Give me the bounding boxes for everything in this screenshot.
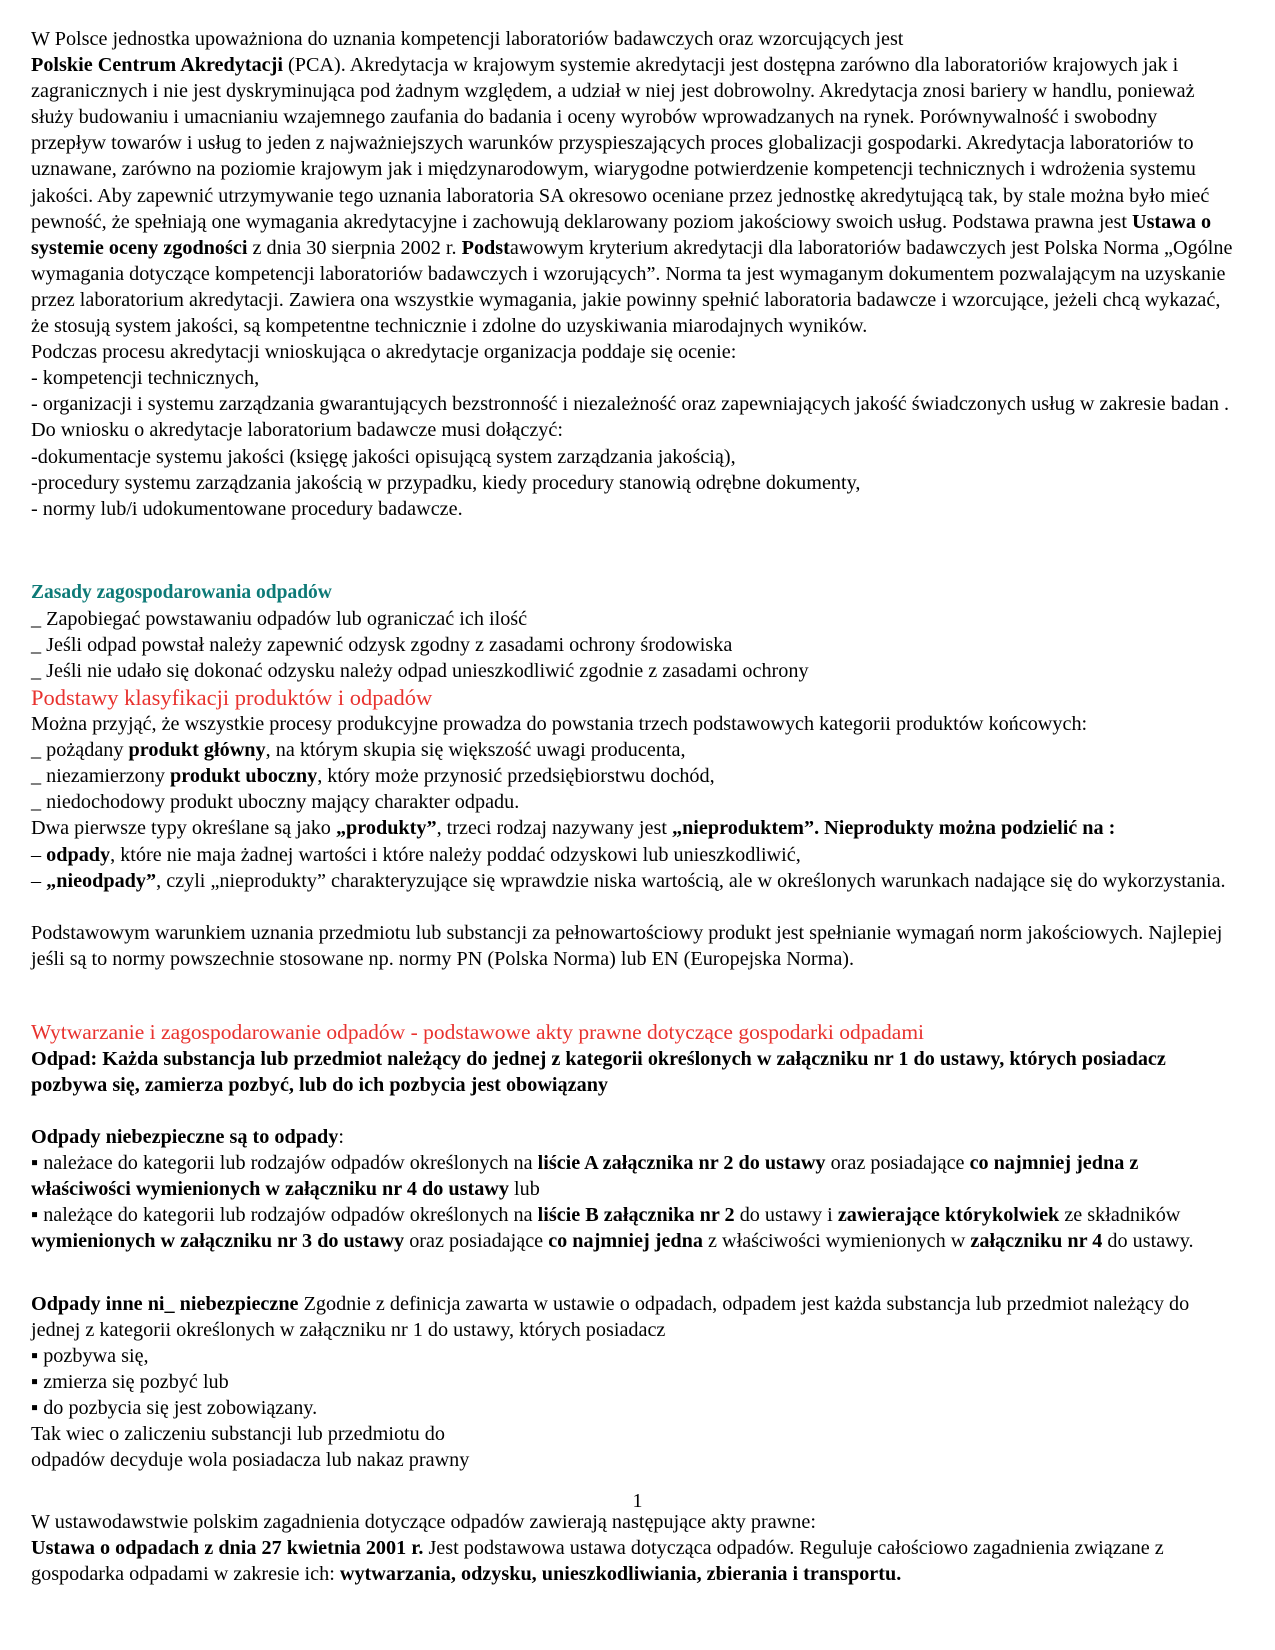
section-accreditation [31,26,1235,522]
inne-item-2: ▪ zmierza się pozbyć lub [31,1370,229,1393]
dwa-pre: Dwa pierwsze typy określane są jako [31,817,336,840]
zasady-item-3: _ Jeśli nie udało się dokonać odzysku należy odpad unieszkodliwić zgodnie z zasadami ochrony [31,659,809,682]
accreditation-body2: z dnia 30 sierpnia 2002 r. [247,236,462,259]
ustawa-bold: Ustawa o systemie oceny zgodności [31,210,1212,259]
item1-pre: _ pożądany [31,739,129,762]
page-number: 1 [632,1490,643,1512]
nieodpady-post: , czyli „nieprodukty” charakteryzujące się wprawdzie niska wartością, ale w określonych warunkach nadające się do wykorzystania. [156,869,1226,892]
podstawy-item-2 [31,763,1235,789]
bullet-a-part3: lub [508,1178,540,1201]
bullet-lista-a [31,1150,1235,1202]
takwiec-line-2: odpadów decyduje wola posiadacza lub nakaz prawny [31,1449,470,1472]
podstawy-item-1 [31,737,1235,763]
takwiec-line-1: Tak wiec o zaliczeniu substancji lub przedmiotu do [31,1423,445,1446]
ustawa-bold-title: Ustawa o odpadach z dnia 27 kwietnia 2001 r. [31,1537,424,1560]
accreditation-line1: W Polsce jednostka upoważniona do uznania kompetencji laboratoriów badawczych oraz wzorcujących jest [31,28,904,50]
accreditation-body1: (PCA). Akredytacja w krajowym systemie akredytacji jest dostępna zarówno dla laboratoriów krajowych jak i zagranicznych i nie jest dyskryminująca pod żadnym względem, a udział w niej jest dobrowolny. Akredytacja znosi bariery w handlu, ponieważ służy budowaniu i umacnianiu wzajemnego zaufania do badania i oceny wyrobów wprowadzanych na rynek. Porównywalność i swobodny przepływ towarów i usług to jeden z najważniejszych warunków przyspieszających proces globalizacji gospodarki. Akredytacja laboratoriów to uznawane, zarówno na poziomie krajowym jak i międzynarodowym, wiarygodne potwierdzenie kompetencji technicznych i wdrożenia systemu jakości. Aby zapewnić utrzymywanie tego uznania laboratoria SA okresowo oceniane przez jednostkę akredytującą tak, by stale można było mieć pewność, że spełniają one wymagania akredytacyjne i zachowują deklarowany poziom jakościowy swoich usług. Podstawa prawna jest [31,54,1210,233]
bullet-b-bold2: zawierające którykolwiek [837,1204,1060,1227]
bullet-b-bold1: liście B załącznika nr 2 [537,1204,735,1227]
bullet-b-part3: ze składników [1059,1204,1181,1227]
spacer-1 [31,522,1235,580]
bullet-b-bold4: co najmniej jedna [548,1230,703,1253]
inne-body: Zgodnie z definicja zawarta w ustawie o odpadach, odpadem jest każda substancja lub przedmiot należący do jednej z kategorii określonych w załączniku nr 1 do ustawy, których posiadacz [31,1292,1190,1341]
zasady-item-1: _ Zapobiegać powstawaniu odpadów lub ograniczać ich ilość [31,607,528,630]
bullet-a-part2: oraz posiadające [825,1152,970,1175]
inne-bold: Odpady inne ni_ niebezpieczne [31,1292,299,1315]
inne-item-3: ▪ do pozbycia się jest zobowiązany. [31,1396,318,1419]
nieodpady-bold: „nieodpady” [46,869,157,892]
odpady-pre: – [31,843,47,866]
spacer-2 [31,894,1235,920]
dwa-bold-1: „produkty” [335,817,437,840]
item1-bold: produkt główny [128,739,266,762]
odpady-post: , które nie maja żadnej wartości i które należy poddać odzyskowi lub unieszkodliwić, [110,843,801,866]
bullet-b-part5: z właściwości wymienionych w [702,1230,971,1253]
bullet-b-part4: oraz posiadające [404,1230,549,1253]
item2-pre: _ niezamierzony [31,765,171,788]
podstawy-nieodpady [31,868,1235,894]
bullet-lista-b [31,1202,1235,1254]
item2-bold: produkt uboczny [170,765,318,788]
odpad-definition: Odpad: Każda substancja lub przedmiot należący do jednej z kategorii określonych w załączniku nr 1 do ustawy, których posiadacz pozbywa się, zamierza pozbyć, lub do ich pozbycia jest obowiązany [31,1047,1166,1096]
bullet-b-bold3: wymienionych w załączniku nr 3 do ustawy [31,1230,405,1253]
spacer-5 [31,1255,1235,1291]
niebezpieczne-bold: Odpady niebezpieczne są to odpady [31,1126,339,1149]
nieodpady-pre: – [31,869,47,892]
ustawa-bold-scope: wytwarzania, odzysku, unieszkodliwiania, zbierania i transportu. [339,1563,902,1586]
zasady-item-2: _ Jeśli odpad powstał należy zapewnić odzysk zgodny z zasadami ochrony środowiska [31,633,733,656]
podczas-line: Podczas procesu akredytacji wnioskująca o akredytacje organizacja poddaje się ocenie: [31,341,737,364]
accreditation-paragraph [31,26,1235,339]
podstawy-intro: Można przyjąć, że wszystkie procesy produkcyjne prowadza do powstania trzech podstawowych kategorii produktów końcowych: [31,713,1088,736]
bullet-a-bold1: liście A załącznika nr 2 do ustawy [537,1152,826,1175]
bullet-dokumentacje: -dokumentacje systemu jakości (księgę jakości opisującą system zarządzania jakością), [31,445,736,468]
section-podstawy [31,684,1235,972]
section-zasady [31,580,1235,684]
podstawy-item-3: _ niedochodowy produkt uboczny mający charakter odpadu. [31,791,520,814]
niebezpieczne-colon: : [338,1126,344,1149]
odpady-niebezpieczne-heading [31,1124,1235,1150]
podstawy-closing: Podstawowym warunkiem uznania przedmiotu lub substancji za pełnowartościowy produkt jest spełnianie wymagań norm jakościowych. Najlepiej jeśli są to normy powszechnie stosowane np. normy PN (Polska Norma) lub EN (Europejska Norma). [31,921,1223,970]
pca-bold: Polskie Centrum Akredytacji [31,54,283,77]
bullet-normy: - normy lub/i udokumentowane procedury badawcze. [31,497,463,520]
bullet-b-part2: do ustawy i [734,1204,838,1227]
bullet-a-bold2: co najmniej jedna z właściwości wymienionych w załączniku nr 4 do ustawy [31,1152,1139,1201]
dwa-mid: , trzeci rodzaj nazywany jest [436,817,672,840]
downiosku-line: Do wniosku o akredytacje laboratorium badawcze musi dołączyć: [31,419,563,442]
spacer-3 [31,972,1235,1018]
bullet-b-part6: do ustawy. [1102,1230,1194,1253]
heading-wytwarzanie: Wytwarzanie i zagospodarowanie odpadów - podstawowe akty prawne dotyczące gospodarki odpadami [31,1019,925,1044]
ustawa-paragraph [31,1535,1235,1587]
heading-zasady: Zasady zagospodarowania odpadów [31,581,332,603]
podstawy-dwa [31,815,1235,841]
bullet-organizacji: - organizacji i systemu zarządzania gwarantujących bezstronność i niezależność oraz zapewniających jakość świadczonych usług w zakresie badan . [31,393,1230,416]
ustawodawstwo-line: W ustawodawstwie polskim zagadnienia dotyczące odpadów zawierają następujące akty prawne: [31,1511,816,1534]
inne-item-1: ▪ pozbywa się, [31,1344,149,1367]
odpady-inne-paragraph [31,1291,1235,1343]
accreditation-body3: awowym kryterium akredytacji dla laboratoriów badawczych jest Polska Norma „Ogólne wymagania dotyczące kompetencji laboratoriów badawczych i wzorujących”. Norma ta jest wymaganym dokumentem pozwalającym na uzyskanie przez laboratorium akredytacji. Zawiera ona wszystkie wymagania, jakie powinny spełnić laboratoria badawcze i wzorcujące, jeżeli chcą wykazać, że stosują system jakości, są kompetentne technicznie i zdolne do uzyskiwania miarodajnych wyników. [31,236,1233,338]
bullet-b-bold5: załączniku nr 4 [970,1230,1103,1253]
odpady-bold: odpady [46,843,111,866]
podstawy-odpady [31,842,1235,868]
heading-podstawy: Podstawy klasyfikacji produktów i odpadów [31,685,433,711]
ustawa-body: Jest podstawowa ustawa dotycząca odpadów. Reguluje całościowo zagadnienia związane z gospodarka odpadami w zakresie ich: [31,1537,1164,1586]
spacer-4 [31,1098,1235,1124]
bullet-b-part1: ▪ należące do kategorii lub rodzajów odpadów określonych na [31,1204,538,1227]
dwa-bold-2: „nieproduktem”. Nieprodukty można podzielić na : [671,817,1116,840]
item1-post: , na którym skupia się większość uwagi producenta, [265,739,686,762]
podst-bold: Podst [461,236,510,259]
document-body [31,26,1235,1588]
bullet-procedury: -procedury systemu zarządzania jakością w przypadku, kiedy procedury stanowią odrębne dokumenty, [31,471,861,494]
bullet-a-part1: ▪ należace do kategorii lub rodzajów odpadów określonych na [31,1152,538,1175]
item2-post: , który może przynosić przedsiębiorstwu dochód, [317,765,715,788]
bullet-kompetencji: - kompetencji technicznych, [31,367,260,390]
